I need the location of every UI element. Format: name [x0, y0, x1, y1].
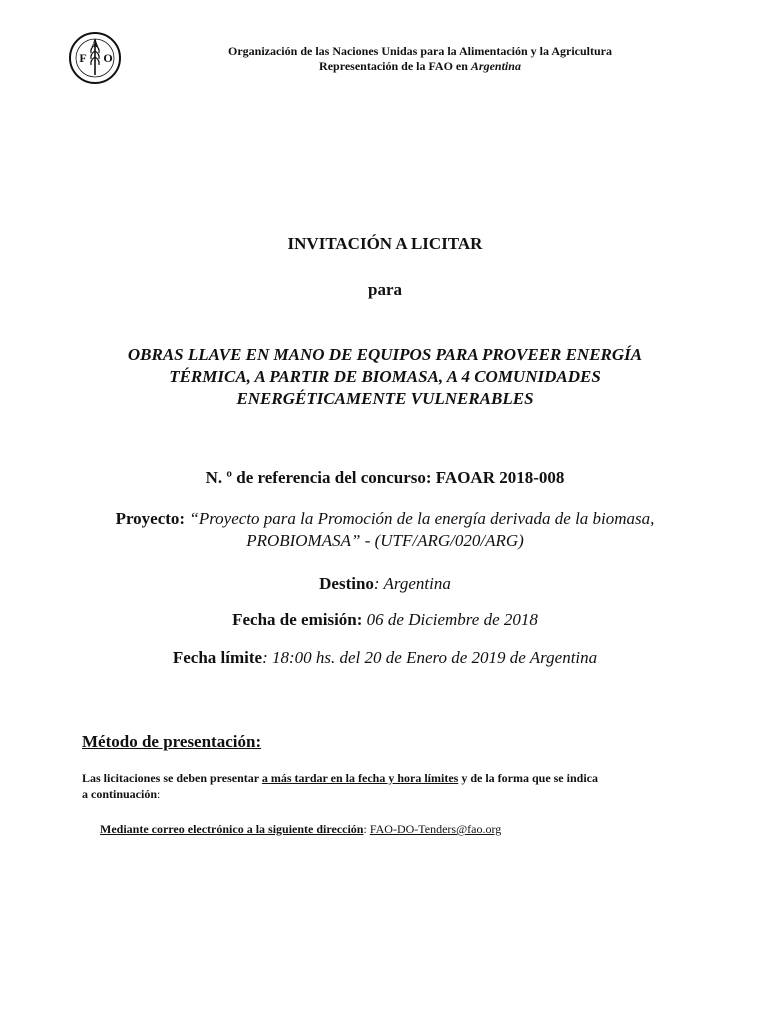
destino-line [40, 574, 730, 594]
email-separator: : [363, 822, 367, 836]
destino-label: Destino [319, 574, 374, 593]
logo-letter-o: O [103, 51, 113, 65]
instructions-text-before: Las licitaciones se deben presentar [82, 771, 259, 785]
instructions-text-after: y de la forma que se indica [461, 771, 598, 785]
representation-prefix: Representación de la FAO en [319, 59, 468, 73]
email-submission-line [100, 821, 501, 837]
subject-line-3: ENERGÉTICAMENTE VULNERABLES [236, 389, 534, 408]
logo-letter-f: F [79, 51, 87, 65]
project-block [40, 508, 730, 552]
method-title: Método de presentación: [82, 732, 262, 751]
subject-line-1: OBRAS LLAVE EN MANO DE EQUIPOS PARA PROVEER ENERGÍA [127, 345, 643, 364]
organization-header [120, 44, 720, 74]
deadline-value: : 18:00 hs. del 20 de Enero de 2019 de Argentina [262, 648, 598, 667]
emission-date-label: Fecha de emisión: [232, 610, 363, 629]
representation-country: Argentina [470, 59, 521, 73]
email-address-link[interactable]: FAO-DO-Tenders@fao.org [369, 822, 502, 836]
project-line-1 [40, 508, 730, 530]
email-label: Mediante correo electrónico a la siguiente dirección [100, 822, 364, 836]
instructions-line-2: a continuación [82, 787, 158, 801]
representation-line [120, 59, 720, 74]
instructions-deadline-emphasis: a más tardar en la fecha y hora límites [261, 771, 459, 785]
project-label: Proyecto: [115, 509, 186, 528]
organization-name: Organización de las Naciones Unidas para la Alimentación y la Agricultura [227, 44, 612, 58]
fao-logo-icon [68, 31, 122, 85]
deadline-line [40, 648, 730, 668]
emission-date-value: 06 de Diciembre de 2018 [366, 610, 538, 629]
deadline-label: Fecha límite [172, 648, 263, 667]
project-value-1: “Proyecto para la Promoción de la energía derivada de la biomasa, [189, 509, 655, 528]
reference-number: N. º de referencia del concurso: FAOAR 2018-008 [205, 468, 565, 487]
para-label: para [368, 280, 402, 299]
destino-value: : Argentina [373, 574, 451, 593]
instructions-line-2-colon: : [157, 787, 161, 801]
emission-date-line [40, 610, 730, 630]
logo-letter-a: A [91, 39, 99, 50]
method-instructions [82, 770, 702, 802]
subject-line-2: TÉRMICA, A PARTIR DE BIOMASA, A 4 COMUNIDADES [169, 367, 601, 386]
tender-subject [80, 344, 690, 410]
project-value-2: PROBIOMASA” - (UTF/ARG/020/ARG) [246, 531, 524, 550]
document-title: INVITACIÓN A LICITAR [287, 234, 483, 253]
